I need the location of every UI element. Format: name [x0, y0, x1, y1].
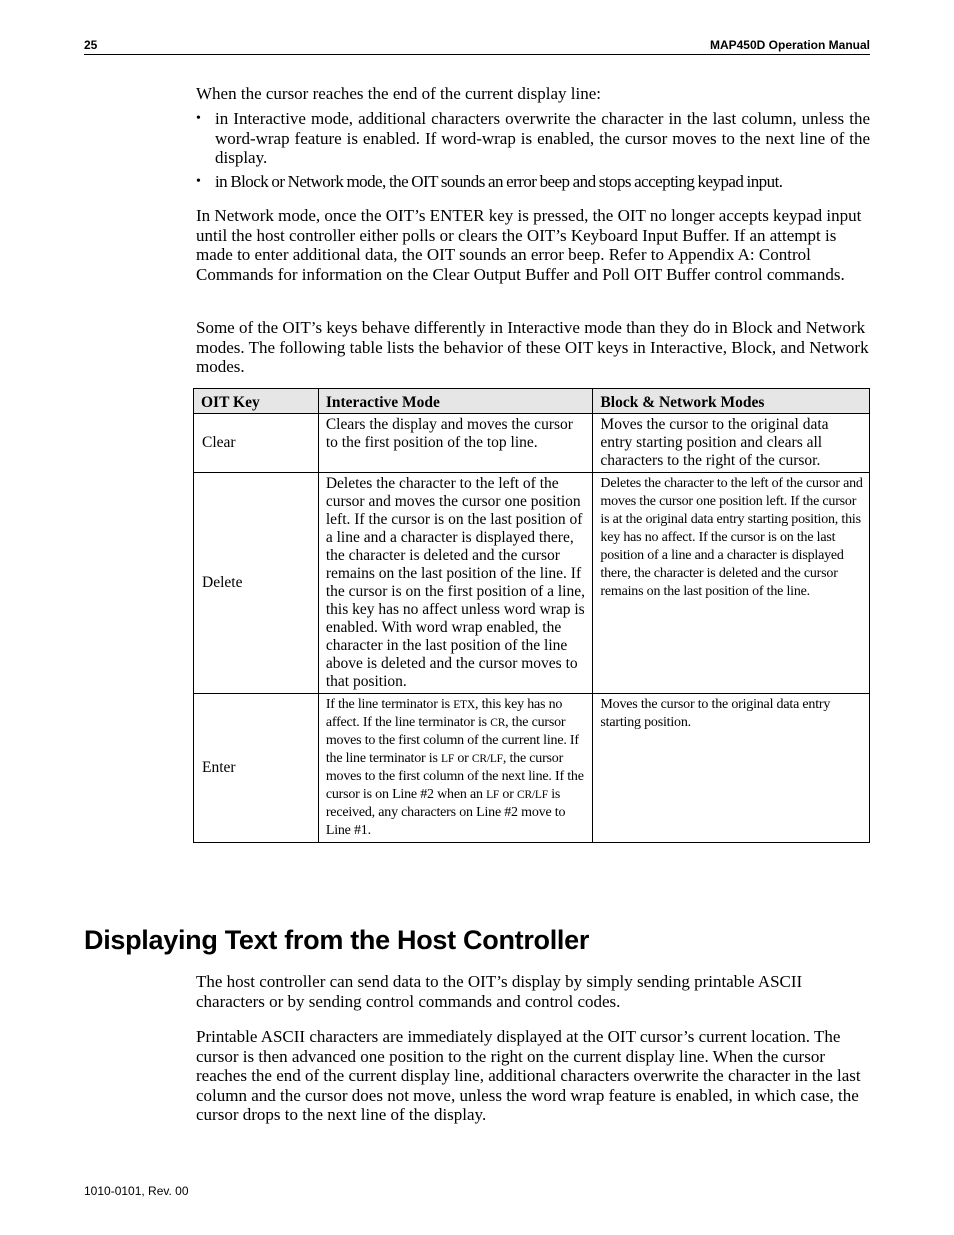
- network-mode-paragraph: [196, 206, 870, 284]
- keys-intro-paragraph: [196, 318, 870, 377]
- network-mode-text: In Network mode, once the OIT’s ENTER key is pressed, the OIT no longer accepts keypad input until the host controller either polls or clears the OIT’s Keyboard Input Buffer. If an attempt is made to enter additional data, the OIT sounds an error beep. Refer to Appendix A: Control Commands for information on the Clear Output Buffer and Poll OIT Buffer control commands.: [196, 206, 862, 284]
- page-number: 25: [84, 38, 98, 52]
- block-network-cell-clear: Moves the cursor to the original data entry starting position and clears all characters to the right of the cursor.: [593, 414, 870, 473]
- bullet-text-interactive: in Interactive mode, additional characters overwrite the character in the last column, unless the word-wrap feature is enabled. If word-wrap is enabled, the cursor moves to the next line of the display.: [215, 109, 870, 168]
- cursor-end-intro: [196, 84, 870, 104]
- interactive-cell-clear: Clears the display and moves the cursor to the first position of the top line.: [318, 414, 593, 473]
- interactive-cell-enter: [318, 694, 593, 843]
- etx-code: ETX: [453, 699, 475, 711]
- enter-text-part: or: [454, 751, 472, 766]
- table-row-enter: [194, 694, 870, 843]
- manual-title: MAP450D Operation Manual: [709, 38, 870, 52]
- printable-ascii-paragraph: [196, 1027, 870, 1125]
- oit-key-behavior-table: [193, 388, 870, 843]
- bullet-item-block-network: [196, 172, 870, 192]
- column-header-interactive-mode: Interactive Mode: [318, 389, 593, 414]
- key-cell-enter: Enter: [194, 694, 319, 843]
- lf-code: LF: [441, 753, 455, 765]
- page-header: [84, 37, 870, 55]
- column-header-block-network-modes: Block & Network Modes: [593, 389, 870, 414]
- table-header-row: [194, 389, 870, 414]
- crlf-code: CR/LF: [471, 753, 503, 765]
- crlf-code: CR/LF: [516, 789, 548, 801]
- lf-code: LF: [486, 789, 500, 801]
- interactive-cell-delete: Deletes the character to the left of the cursor and moves the cursor one position left. If the cursor is on the last position of a line and a character is displayed there, the character is deleted and the cursor remains on the last position of the line. If the cursor is on the first position of a line, this key has no affect unless word wrap is enabled. With word wrap enabled, the character in the last position of the line above is deleted and the cursor moves to that position.: [318, 473, 593, 694]
- bullet-icon: •: [196, 111, 201, 126]
- bullet-item-interactive: [196, 109, 870, 168]
- key-cell-delete: Delete: [194, 473, 319, 694]
- enter-text-part: , this key has no affect. If the line terminator is: [325, 697, 563, 730]
- block-network-cell-enter: Moves the cursor to the original data entry starting position.: [593, 694, 870, 843]
- enter-text-part: or: [499, 787, 517, 802]
- host-send-text: The host controller can send data to the OIT’s display by simply sending printable ASCII characters or by sending control commands and control codes.: [196, 972, 803, 1011]
- block-network-cell-delete: Deletes the character to the left of the cursor and moves the cursor one position left. If the cursor is at the original data entry starting position, this key has no affect. If the cursor is on the last position of a line and a character is displayed there, the character is deleted and the cursor remains on the last position of the line.: [593, 473, 870, 694]
- enter-text-part: , the cursor moves to the first column of the current line. If the line terminator is: [325, 715, 579, 766]
- cr-code: CR: [490, 717, 506, 729]
- enter-text-part: , the cursor moves to the first column of the next line. If the cursor is on Line #2 when an: [325, 751, 584, 802]
- column-header-oit-key: OIT Key: [194, 389, 319, 414]
- key-cell-clear: Clear: [194, 414, 319, 473]
- enter-text-part: If the line terminator is: [325, 697, 454, 712]
- table-row-clear: [194, 414, 870, 473]
- host-send-paragraph: [196, 972, 870, 1011]
- table-row-delete: [194, 473, 870, 694]
- intro-lead: When the cursor reaches the end of the current display line:: [196, 84, 602, 103]
- keys-intro-text: Some of the OIT’s keys behave differently in Interactive mode than they do in Block and Network modes. The following table lists the behavior of these OIT keys in Interactive, Block, and Network modes.: [196, 318, 869, 377]
- page-footer: 1010-0101, Rev. 00: [84, 1184, 189, 1198]
- printable-ascii-text: Printable ASCII characters are immediately displayed at the OIT cursor’s current location. The cursor is then advanced one position to the right on the current display line. When the cursor reaches the end of the current display line, additional characters overwrite the character in the last column and the cursor does not move, unless the word wrap feature is enabled, in which case, the cursor drops to the next line of the display.: [196, 1027, 861, 1125]
- bullet-text-block-network: in Block or Network mode, the OIT sounds an error beep and stops accepting keypad input.: [215, 172, 783, 191]
- bullet-icon: •: [196, 174, 201, 189]
- section-heading: Displaying Text from the Host Controller: [84, 925, 590, 955]
- enter-text-part: is received, any characters on Line #2 move to Line #1.: [325, 787, 566, 838]
